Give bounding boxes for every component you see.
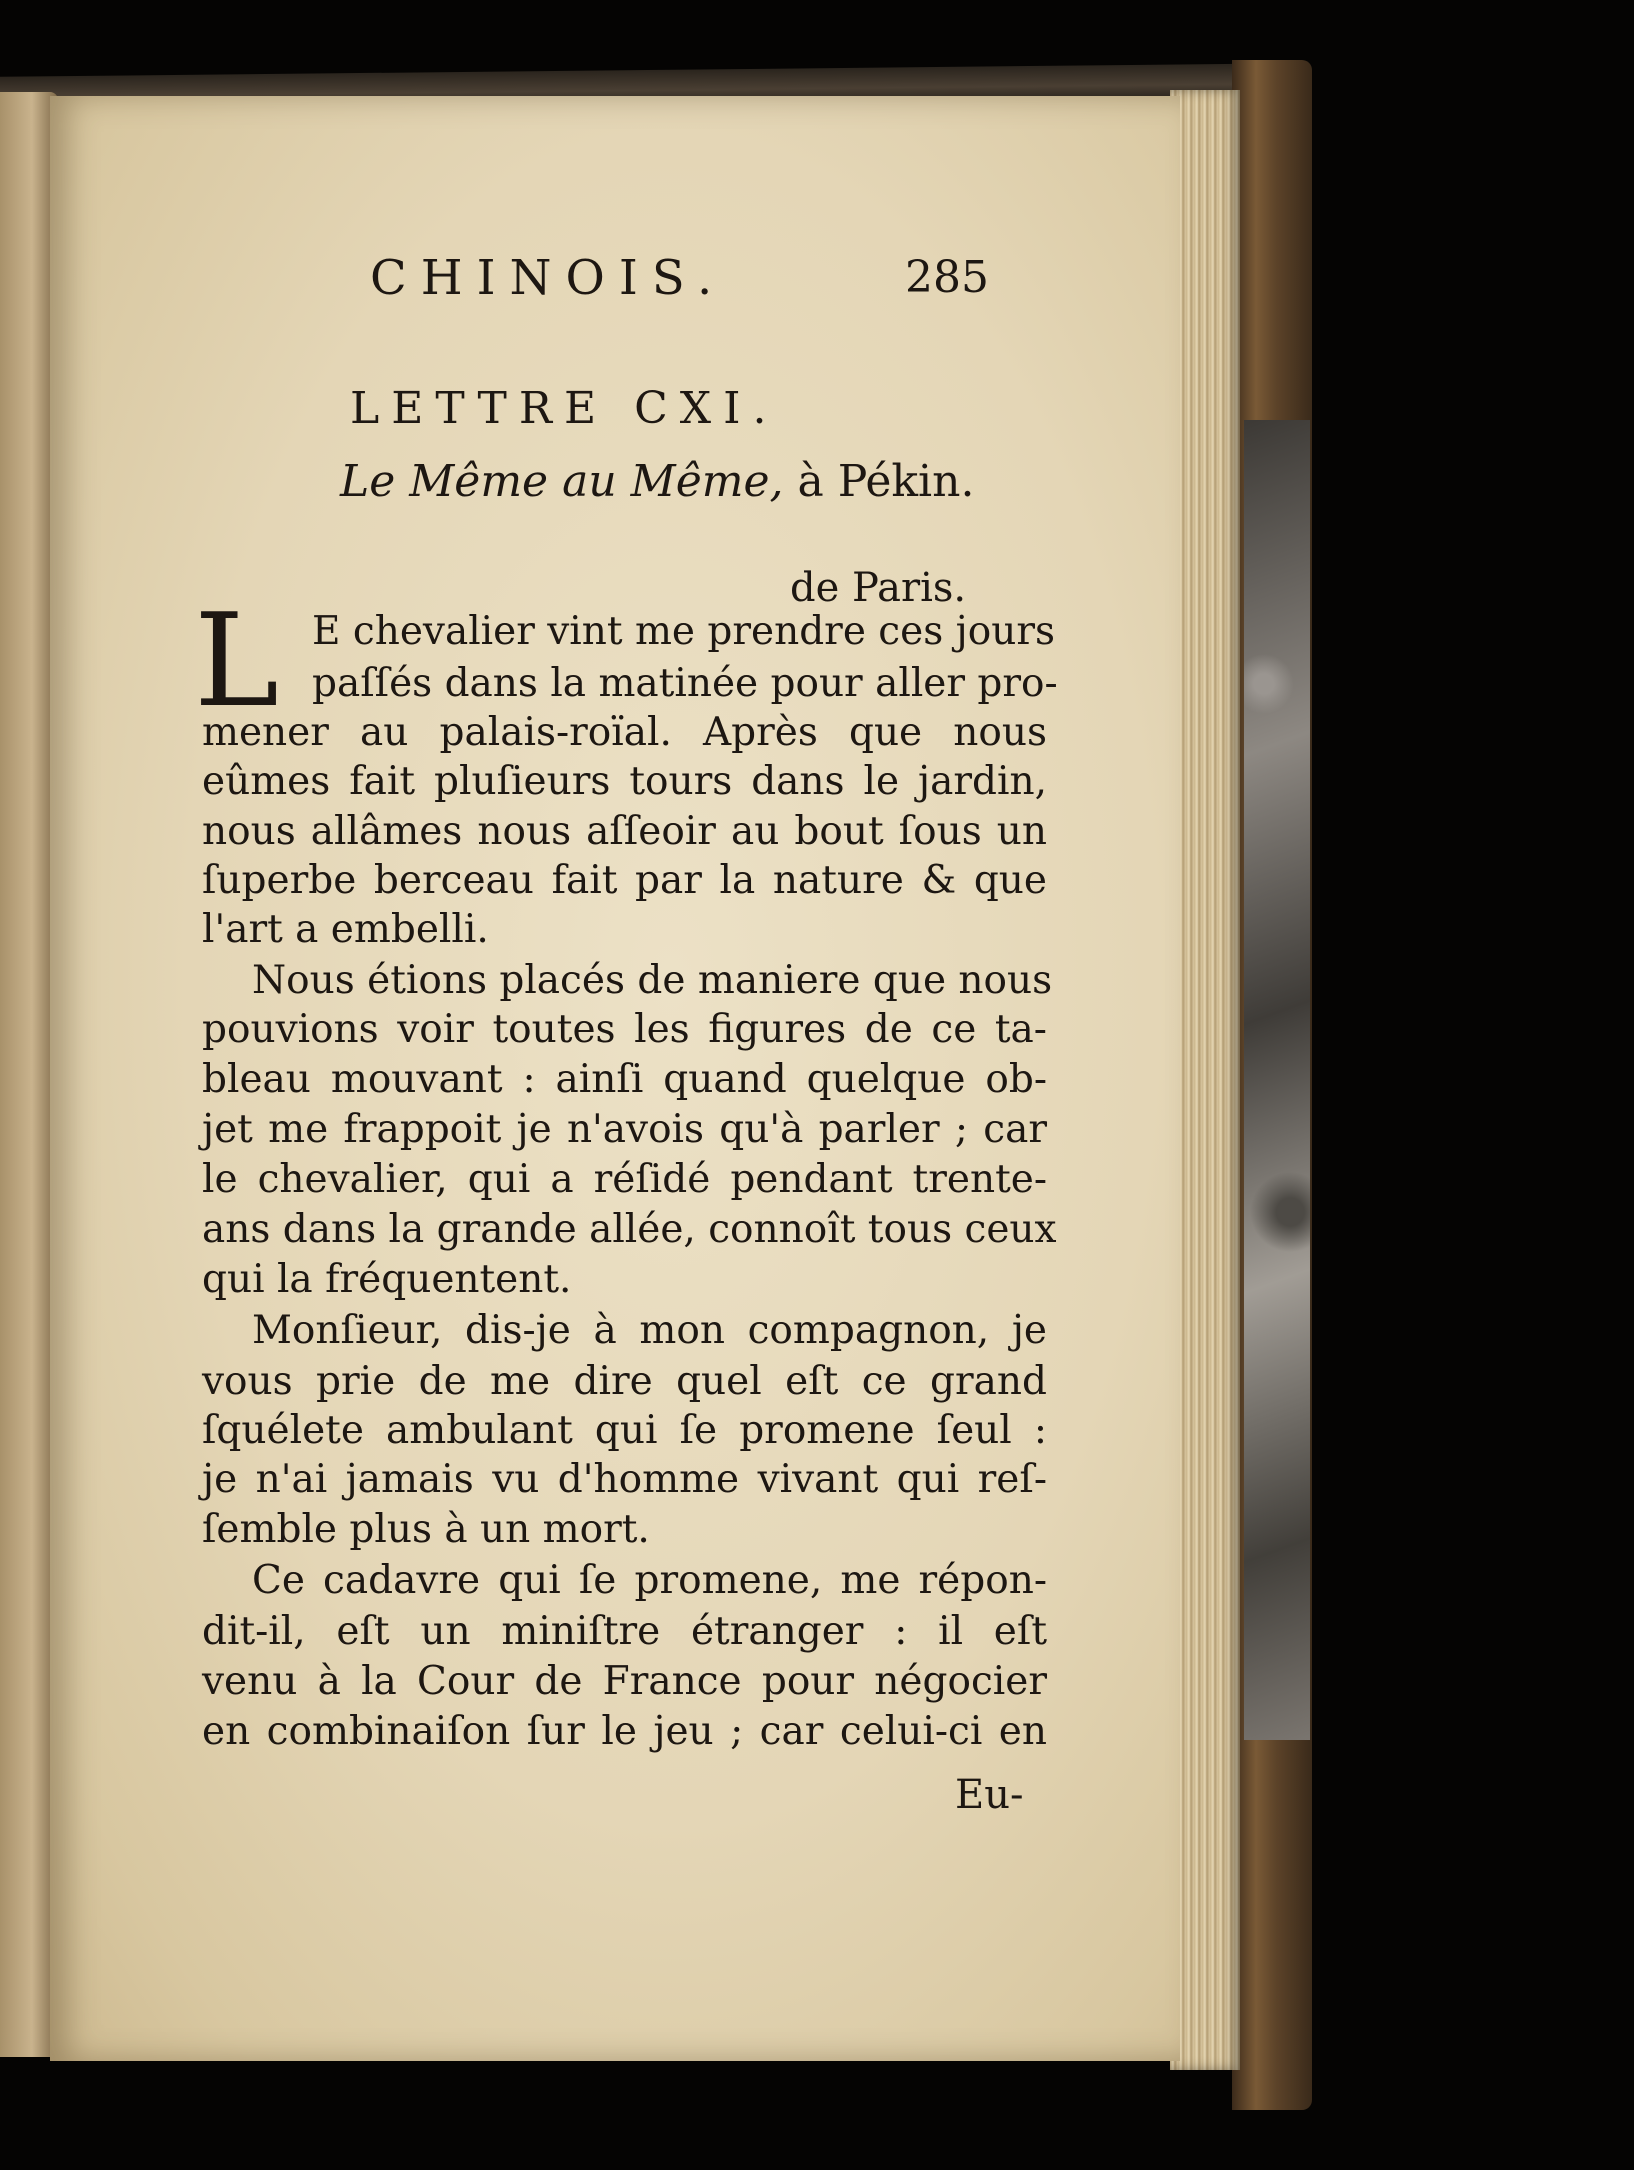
text-line: je n'ai jamais vu d'homme vivant qui reſ-	[202, 1457, 1047, 1502]
letter-subtitle-italic: Le Même au Même,	[340, 456, 784, 507]
text-line: venu à la Cour de France pour négocier	[202, 1659, 1047, 1704]
text-line: qui la fréquentent.	[202, 1257, 572, 1302]
text-line: Monſieur, dis-je à mon compagnon, je	[252, 1308, 1047, 1353]
text-line: mener au palais-roïal. Après que nous	[202, 710, 1047, 755]
letter-subtitle	[340, 456, 974, 507]
text-line: eûmes fait pluſieurs tours dans le jardin,	[202, 759, 1047, 804]
text-line: bleau mouvant : ainſi quand quelque ob-	[202, 1057, 1047, 1102]
page-number: 285	[905, 252, 989, 303]
text-line: paſſés dans la matinée pour aller pro-	[312, 661, 1058, 706]
text-line: le chevalier, qui a réſidé pendant trente-	[202, 1157, 1047, 1202]
marbled-board	[1244, 420, 1310, 1740]
text-line: pouvions voir toutes les figures de ce ta-	[202, 1007, 1047, 1052]
drop-cap: L	[194, 587, 279, 736]
text-line: l'art a embelli.	[202, 907, 489, 952]
text-line: nous allâmes nous aſſeoir au bout ſous un	[202, 809, 1047, 854]
running-title: CHINOIS.	[370, 250, 727, 306]
text-line: E chevalier vint me prendre ces jours	[312, 609, 1055, 654]
text-line: ans dans la grande allée, connoît tous ceux	[202, 1207, 1057, 1252]
dateline-place: de Paris.	[790, 565, 967, 611]
text-line: ſemble plus à un mort.	[202, 1507, 650, 1552]
text-line: vous prie de me dire quel eſt ce grand	[202, 1359, 1047, 1404]
catchword: Eu-	[955, 1772, 1024, 1818]
text-line: jet me frappoit je n'avois qu'à parler ; car	[202, 1107, 1047, 1152]
text-line: Nous étions placés de maniere que nous	[252, 958, 1053, 1003]
text-line: ſquélete ambulant qui ſe promene ſeul :	[202, 1408, 1047, 1453]
page-edges	[1170, 90, 1240, 2070]
text-line: en combinaiſon ſur le jeu ; car celui-ci en	[202, 1709, 1047, 1754]
text-line: dit-il, eſt un miniſtre étranger : il eſt	[202, 1609, 1047, 1654]
letter-title: LETTRE CXI.	[350, 383, 779, 434]
letter-subtitle-upright: à Pékin.	[797, 456, 975, 507]
text-line: Ce cadavre qui ſe promene, me répon-	[252, 1558, 1047, 1603]
text-line: ſuperbe berceau fait par la nature & que	[202, 858, 1047, 903]
